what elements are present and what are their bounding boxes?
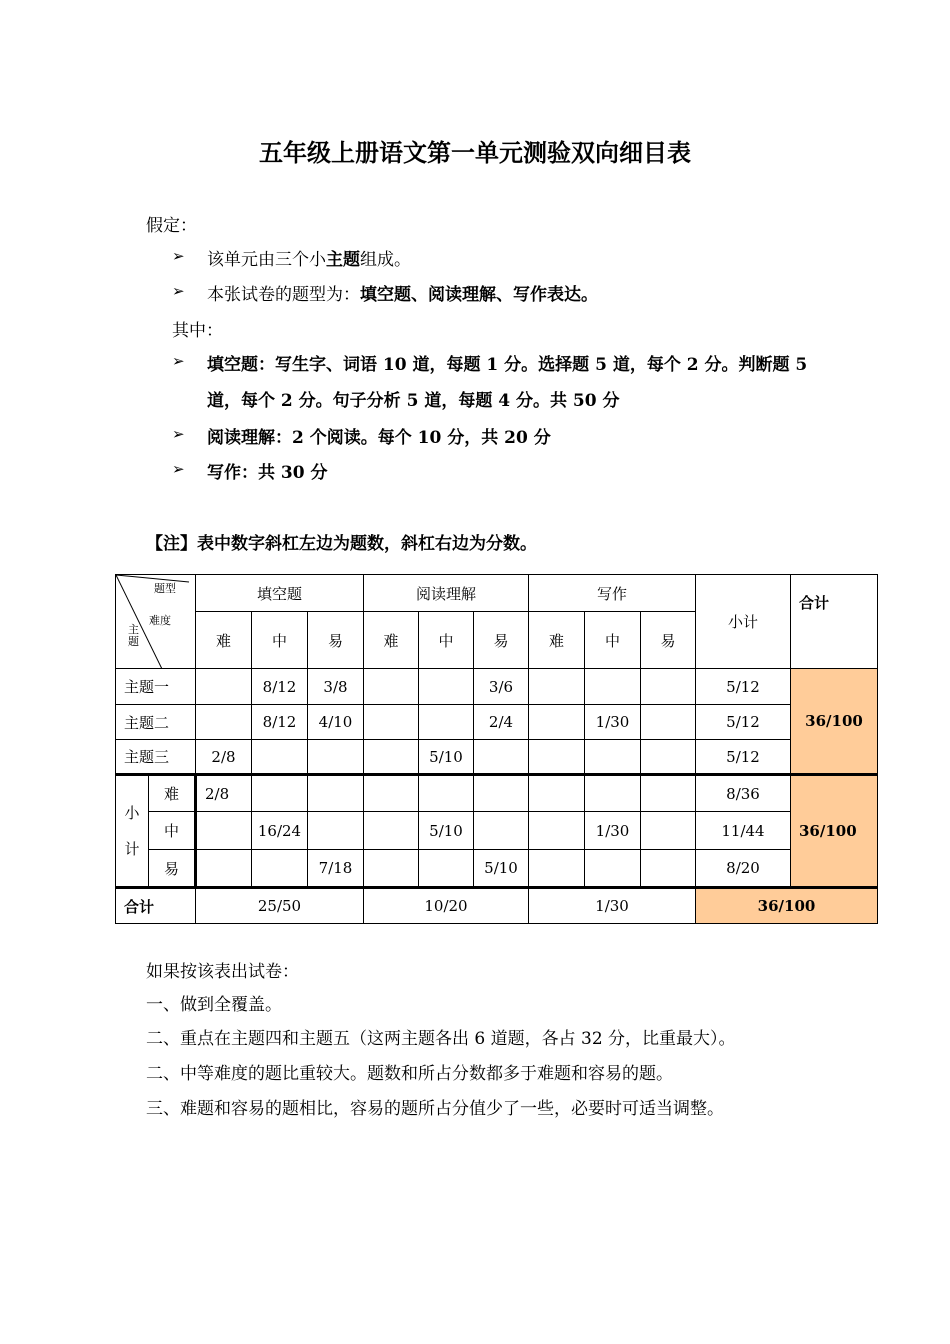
group-total-cell: 10/20 xyxy=(364,888,529,924)
subtotal-cell: 8/20 xyxy=(696,850,791,888)
table-cell xyxy=(474,812,529,850)
table-cell xyxy=(529,812,585,850)
table-cell: 5/10 xyxy=(474,850,529,888)
table-cell: 7/18 xyxy=(308,850,364,888)
level-header: 中 xyxy=(419,612,474,669)
table-cell xyxy=(585,850,641,888)
assumption-item: 该单元由三个小主题组成。 xyxy=(207,250,411,270)
table-cell xyxy=(529,669,585,705)
page-title: 五年级上册语文第一单元测验双向细目表 xyxy=(259,139,691,167)
table-cell xyxy=(419,705,474,740)
topic-label: 主题二 xyxy=(116,705,196,740)
table-cell xyxy=(419,850,474,888)
table-cell xyxy=(196,669,252,705)
level-header: 难 xyxy=(196,612,252,669)
table-note: 【注】表中数字斜杠左边为题数，斜杠右边为分数。 xyxy=(146,534,537,554)
spec-table xyxy=(115,574,878,924)
bullet-arrow-icon: ➢ xyxy=(172,352,185,370)
corner-header-cell xyxy=(116,575,196,669)
detail-item: 写作：共 30 分 xyxy=(207,463,328,483)
table-cell xyxy=(364,669,419,705)
subtotal-cell: 5/12 xyxy=(696,669,791,705)
table-cell xyxy=(529,775,585,812)
table-cell xyxy=(364,705,419,740)
conclusion-item: 三、难题和容易的题相比，容易的题所占分值少了一些，必要时可适当调整。 xyxy=(146,1099,724,1119)
table-cell xyxy=(641,705,696,740)
table-cell xyxy=(364,740,419,775)
group-header: 填空题 xyxy=(196,575,364,612)
corner-difficulty-label: 难度 xyxy=(149,614,171,627)
total-header: 合计 xyxy=(791,575,878,669)
table-cell xyxy=(308,775,364,812)
conclusion-item: 二、中等难度的题比重较大。题数和所占分数都多于难题和容易的题。 xyxy=(146,1064,673,1084)
level-header: 难 xyxy=(529,612,585,669)
table-cell: 3/8 xyxy=(308,669,364,705)
table-row xyxy=(116,812,878,850)
level-label: 中 xyxy=(149,812,196,850)
table-row xyxy=(116,705,878,740)
table-cell xyxy=(641,775,696,812)
table-cell xyxy=(641,812,696,850)
table-cell xyxy=(196,705,252,740)
level-header: 易 xyxy=(308,612,364,669)
table-cell xyxy=(641,850,696,888)
table-cell xyxy=(308,812,364,850)
table-cell xyxy=(419,775,474,812)
subtotal-cell: 8/36 xyxy=(696,775,791,812)
bullet-arrow-icon: ➢ xyxy=(172,282,185,300)
table-cell xyxy=(364,775,419,812)
assumption-item: 本张试卷的题型为：填空题、阅读理解、写作表达。 xyxy=(207,285,598,305)
group-total-cell: 1/30 xyxy=(529,888,696,924)
table-cell: 2/8 xyxy=(196,775,252,812)
table-cell xyxy=(364,812,419,850)
subtotal-block-label: 小 计 xyxy=(116,775,149,888)
table-row xyxy=(116,740,878,775)
table-cell xyxy=(364,850,419,888)
table-cell xyxy=(196,850,252,888)
table-row xyxy=(116,888,878,924)
level-header: 易 xyxy=(474,612,529,669)
table-cell xyxy=(474,775,529,812)
table-cell xyxy=(641,740,696,775)
conclusion-item: 一、做到全覆盖。 xyxy=(146,995,282,1015)
grand-total-label: 合计 xyxy=(116,888,196,924)
table-row xyxy=(116,669,878,705)
level-label: 难 xyxy=(149,775,196,812)
subtotal-cell: 11/44 xyxy=(696,812,791,850)
detail-item-continued: 道，每个 2 分。句子分析 5 道，每题 4 分。共 50 分 xyxy=(207,391,620,411)
subtotal-header: 小计 xyxy=(696,575,791,669)
detail-item: 填空题：写生字、词语 10 道，每题 1 分。选择题 5 道，每个 2 分。判断题 5 xyxy=(207,355,808,375)
table-row xyxy=(116,850,878,888)
table-cell xyxy=(529,705,585,740)
table-cell xyxy=(252,850,308,888)
table-cell: 1/30 xyxy=(585,812,641,850)
table-cell: 1/30 xyxy=(585,705,641,740)
table-cell xyxy=(252,775,308,812)
table-cell xyxy=(529,850,585,888)
table-cell xyxy=(641,669,696,705)
subtotal-cell: 5/12 xyxy=(696,705,791,740)
assumption-label: 假定： xyxy=(146,216,197,236)
group-header: 阅读理解 xyxy=(364,575,529,612)
table-cell: 16/24 xyxy=(252,812,308,850)
corner-type-label: 题型 xyxy=(154,582,176,595)
conclusion-intro: 如果按该表出试卷： xyxy=(146,962,299,982)
group-total-cell: 25/50 xyxy=(196,888,364,924)
subtotal-cell: 5/12 xyxy=(696,740,791,775)
table-cell xyxy=(196,812,252,850)
topic-label: 主题三 xyxy=(116,740,196,775)
detail-item: 阅读理解：2 个阅读。每个 10 分，共 20 分 xyxy=(207,428,551,448)
table-cell: 2/4 xyxy=(474,705,529,740)
level-header: 易 xyxy=(641,612,696,669)
table-cell xyxy=(585,669,641,705)
table-cell: 5/10 xyxy=(419,740,474,775)
table-cell xyxy=(585,775,641,812)
bullet-arrow-icon: ➢ xyxy=(172,425,185,443)
group-header: 写作 xyxy=(529,575,696,612)
bullet-arrow-icon: ➢ xyxy=(172,460,185,478)
table-cell xyxy=(474,740,529,775)
grand-total-cell: 36/100 xyxy=(696,888,878,924)
table-cell: 8/12 xyxy=(252,669,308,705)
corner-topic-label: 主题 xyxy=(128,623,139,648)
among-label: 其中： xyxy=(172,321,223,341)
level-header: 中 xyxy=(252,612,308,669)
table-cell: 3/6 xyxy=(474,669,529,705)
table-cell xyxy=(308,740,364,775)
table-row xyxy=(116,775,878,812)
table-cell: 4/10 xyxy=(308,705,364,740)
level-label: 易 xyxy=(149,850,196,888)
table-cell xyxy=(529,740,585,775)
table-cell xyxy=(419,669,474,705)
table-cell: 5/10 xyxy=(419,812,474,850)
bullet-arrow-icon: ➢ xyxy=(172,247,185,265)
level-header: 难 xyxy=(364,612,419,669)
table-cell: 8/12 xyxy=(252,705,308,740)
topic-label: 主题一 xyxy=(116,669,196,705)
table-cell xyxy=(585,740,641,775)
topic-total-cell: 36/100 xyxy=(791,669,878,775)
conclusion-item: 二、重点在主题四和主题五（这两主题各出 6 道题，各占 32 分，比重最大）。 xyxy=(146,1029,736,1049)
level-total-cell: 36/100 xyxy=(791,775,878,888)
table-cell xyxy=(252,740,308,775)
table-cell: 2/8 xyxy=(196,740,252,775)
level-header: 中 xyxy=(585,612,641,669)
